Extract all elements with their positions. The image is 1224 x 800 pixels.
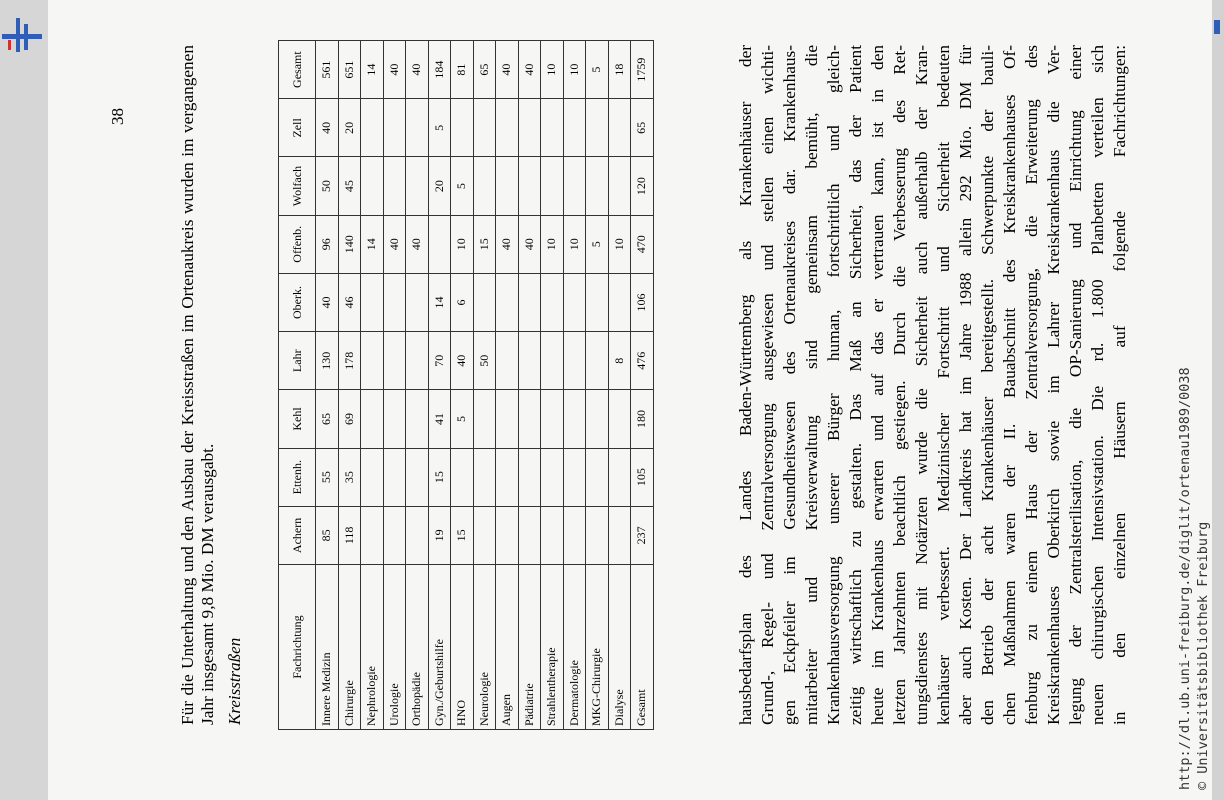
- table-cell: [518, 390, 541, 448]
- table-cell: [518, 332, 541, 390]
- intro-line: hausbedarfsplan des Landes Baden-Württemberg als Krankenhäuser der: [736, 45, 755, 725]
- intro-line: zeitig wirtschaftlich zu gestalten. Das Maß an Sicherheit, das der Patient: [846, 45, 865, 725]
- table-cell: [406, 448, 429, 506]
- table-cell: 40: [383, 41, 406, 99]
- table-cell: 10: [541, 41, 564, 99]
- table-row: [316, 41, 339, 730]
- table-cell: 5: [428, 99, 451, 157]
- viewer-left-strip: [0, 0, 48, 800]
- table-row: [563, 41, 586, 730]
- page-number: 38: [108, 108, 127, 125]
- table-cell: [586, 390, 609, 448]
- table-cell: 40: [518, 215, 541, 273]
- table-cell: 10: [608, 215, 631, 273]
- table-row-label: Chirurgie: [338, 565, 361, 730]
- table-cell: 10: [541, 215, 564, 273]
- table-cell: 40: [383, 215, 406, 273]
- intro-line: chen Maßnahmen waren der II. Bauabschnitt des Kreiskrankenhauses Of-: [1000, 45, 1019, 725]
- side-url-text: http://dl.ub.uni-freiburg.de/diglit/ortenau1989/0038: [1177, 367, 1193, 790]
- table-cell: 237: [631, 506, 654, 564]
- table-cell: [608, 157, 631, 215]
- table-cell: [496, 506, 519, 564]
- table-cell: [541, 506, 564, 564]
- table-cell: [541, 273, 564, 331]
- table-cell: [383, 390, 406, 448]
- table-header-cell: Wolfach: [279, 157, 316, 215]
- intro-line: Krankenhausversorgung unserer Bürger human, fortschrittlich und gleich-: [824, 45, 843, 725]
- intro-line: letzten Jahrzehnten beachtlich gestiegen. Durch die Verbesserung des Ret-: [890, 45, 909, 725]
- table-cell: 40: [406, 41, 429, 99]
- table-header-cell: Ettenh.: [279, 448, 316, 506]
- table-cell: [383, 448, 406, 506]
- table-cell: [383, 332, 406, 390]
- table-row-label: Dermatologie: [563, 565, 586, 730]
- table-header-cell: Zell: [279, 99, 316, 157]
- table-header-cell: Fachrichtung: [279, 565, 316, 730]
- table-cell: 40: [518, 41, 541, 99]
- table-cell: 651: [338, 41, 361, 99]
- table-cell: [541, 157, 564, 215]
- table-row-label: Gesamt: [631, 565, 654, 730]
- table-cell: [451, 99, 474, 157]
- table-cell: [406, 99, 429, 157]
- table-header-cell: Oberk.: [279, 273, 316, 331]
- section-heading: Kreisstraßen: [225, 637, 244, 725]
- intro-line: Grund-, Regel- und Zentralversorgung ausgewiesen und stellen einen wichti-: [758, 45, 777, 725]
- table-cell: [473, 273, 496, 331]
- table-cell: 18: [608, 41, 631, 99]
- table-row: [428, 41, 451, 730]
- table-cell: [361, 157, 384, 215]
- table-row: [406, 41, 429, 730]
- table-cell: 15: [451, 506, 474, 564]
- table-row-label: Strahlentherapie: [541, 565, 564, 730]
- table-cell: 46: [338, 273, 361, 331]
- table-row-label: Pädiatrie: [518, 565, 541, 730]
- scanned-page: [48, 0, 1212, 800]
- table-row-label: Orthopädie: [406, 565, 429, 730]
- table-cell: [496, 157, 519, 215]
- table-cell: [406, 506, 429, 564]
- intro-line: heute im Krankenhaus erwarten und auf das er vertrauen kann, ist in den: [868, 45, 887, 725]
- table-row-label: Innere Medizin: [316, 565, 339, 730]
- table-cell: [563, 157, 586, 215]
- table-cell: 10: [563, 215, 586, 273]
- table-header-row: [279, 41, 316, 730]
- table-cell: [563, 99, 586, 157]
- table-cell: 178: [338, 332, 361, 390]
- intro-line: legung der Zentralsterilisation, die OP-Sanierung und Einrichtung einer: [1066, 45, 1085, 725]
- table-cell: [406, 332, 429, 390]
- table-cell: 106: [631, 273, 654, 331]
- table-header-cell: Offenb.: [279, 215, 316, 273]
- table-cell: [518, 506, 541, 564]
- table-cell: [383, 506, 406, 564]
- table-cell: 5: [586, 215, 609, 273]
- table-cell: 118: [338, 506, 361, 564]
- table-cell: 105: [631, 448, 654, 506]
- table-cell: [518, 273, 541, 331]
- table-row-label: Neurologie: [473, 565, 496, 730]
- table-cell: 50: [473, 332, 496, 390]
- table-cell: [361, 390, 384, 448]
- table-cell: [406, 273, 429, 331]
- table-cell: [361, 99, 384, 157]
- table-header-cell: Lahr: [279, 332, 316, 390]
- table-cell: [473, 99, 496, 157]
- table-cell: [586, 99, 609, 157]
- table-cell: [586, 273, 609, 331]
- table-cell: [473, 390, 496, 448]
- intro-line: Kreiskrankenhauses Oberkirch sowie im Lahrer Kreiskrankenhaus die Ver-: [1044, 45, 1063, 725]
- table-cell: [541, 448, 564, 506]
- table-cell: [518, 99, 541, 157]
- table-cell: 120: [631, 157, 654, 215]
- table-cell: [383, 273, 406, 331]
- table-cell: [518, 448, 541, 506]
- intro-line: den Betrieb der acht Krankenhäuser bereitgestellt. Schwerpunkte der bauli-: [978, 45, 997, 725]
- table-cell: [563, 332, 586, 390]
- table-cell: 41: [428, 390, 451, 448]
- table-cell: [541, 332, 564, 390]
- table-cell: 14: [361, 41, 384, 99]
- table-cell: 5: [586, 41, 609, 99]
- table-row: [541, 41, 564, 730]
- table-row: [608, 41, 631, 730]
- table-cell: 69: [338, 390, 361, 448]
- table-row-label: Urologie: [383, 565, 406, 730]
- table-cell: [586, 448, 609, 506]
- table-row: [496, 41, 519, 730]
- table-cell: [563, 273, 586, 331]
- table-cell: [406, 157, 429, 215]
- intro-line: kenhäuser verbessert. Medizinischer Fortschritt und Sicherheit bedeuten: [934, 45, 953, 725]
- table-row: [383, 41, 406, 730]
- table-cell: [518, 157, 541, 215]
- table-cell: [563, 390, 586, 448]
- table-cell: [563, 448, 586, 506]
- table-cell: 5: [451, 390, 474, 448]
- table-cell: [361, 273, 384, 331]
- table-row-label: Gyn./Geburtshilfe: [428, 565, 451, 730]
- table-cell: [496, 332, 519, 390]
- table-cell: [586, 506, 609, 564]
- table-cell: [496, 390, 519, 448]
- table-cell: 1759: [631, 41, 654, 99]
- table-cell: 20: [428, 157, 451, 215]
- table-cell: 85: [316, 506, 339, 564]
- table-cell: [496, 448, 519, 506]
- table-cell: [586, 332, 609, 390]
- table-cell: 140: [338, 215, 361, 273]
- table-cell: 19: [428, 506, 451, 564]
- table-cell: 40: [451, 332, 474, 390]
- table-cell: 10: [451, 215, 474, 273]
- table-cell: 130: [316, 332, 339, 390]
- table-cell: 50: [316, 157, 339, 215]
- table-cell: [496, 99, 519, 157]
- table-cell: [361, 448, 384, 506]
- table-cell: [608, 99, 631, 157]
- table-cell: [428, 215, 451, 273]
- table-cell: 81: [451, 41, 474, 99]
- table-cell: 5: [451, 157, 474, 215]
- table-cell: [473, 506, 496, 564]
- table-cell: [496, 273, 519, 331]
- table-header-cell: Kehl: [279, 390, 316, 448]
- table-cell: 180: [631, 390, 654, 448]
- table-row: [631, 41, 654, 730]
- library-logo-icon: [2, 14, 42, 54]
- table-cell: 40: [496, 215, 519, 273]
- intro-line: neuen chirurgischen Intensivstation. Die rd. 1.800 Planbetten verteilen sich: [1088, 45, 1107, 725]
- table-cell: 476: [631, 332, 654, 390]
- table-cell: 10: [563, 41, 586, 99]
- section-paragraph: Für die Unterhaltung und den Ausbau der Kreisstraßen im Ortenaukreis wurden im vergangenen Jahr insgesamt 9,8 Mio. DM verausgabt.: [178, 45, 217, 725]
- table-cell: [361, 506, 384, 564]
- intro-line: tungsdienstes mit Notärzten wurde die Sicherheit auch außerhalb der Kran-: [912, 45, 931, 725]
- table-cell: 8: [608, 332, 631, 390]
- table-cell: 184: [428, 41, 451, 99]
- table-row: [586, 41, 609, 730]
- table-row-label: Augen: [496, 565, 519, 730]
- beds-table: [278, 40, 654, 730]
- table-cell: 15: [428, 448, 451, 506]
- table-header-cell: Achern: [279, 506, 316, 564]
- table-cell: 561: [316, 41, 339, 99]
- intro-line: aber auch Kosten. Der Landkreis hat im Jahre 1988 allein 292 Mio. DM für: [956, 45, 975, 725]
- table-cell: 20: [338, 99, 361, 157]
- table-cell: [608, 390, 631, 448]
- intro-line: gen Eckpfeiler im Gesundheitswesen des Ortenaukreises dar. Krankenhaus-: [780, 45, 799, 725]
- table-row: [451, 41, 474, 730]
- table-cell: [586, 157, 609, 215]
- table-row-label: Nephrologie: [361, 565, 384, 730]
- table-cell: 14: [361, 215, 384, 273]
- table-cell: 40: [316, 273, 339, 331]
- table-cell: [361, 332, 384, 390]
- table-cell: 65: [473, 41, 496, 99]
- side-citation: [1176, 0, 1216, 790]
- table-cell: 40: [316, 99, 339, 157]
- intro-paragraph: [736, 45, 1129, 725]
- table-cell: 14: [428, 273, 451, 331]
- table-row: [473, 41, 496, 730]
- intro-line: in den einzelnen Häusern auf folgende Fachrichtungen:: [1110, 45, 1129, 725]
- table-header-cell: Gesamt: [279, 41, 316, 99]
- table-row: [361, 41, 384, 730]
- table-cell: 55: [316, 448, 339, 506]
- table-cell: [383, 157, 406, 215]
- table-cell: [541, 390, 564, 448]
- table-cell: 40: [496, 41, 519, 99]
- table-cell: [451, 448, 474, 506]
- table-row-label: HNO: [451, 565, 474, 730]
- table-cell: [473, 448, 496, 506]
- table-cell: [608, 506, 631, 564]
- table-cell: 65: [631, 99, 654, 157]
- table-cell: 15: [473, 215, 496, 273]
- table-cell: [608, 448, 631, 506]
- table-row-label: Dialyse: [608, 565, 631, 730]
- intro-line: fenburg zu einem Haus der Zentralversorgung, die Erweiterung des: [1022, 45, 1041, 725]
- table-cell: 40: [406, 215, 429, 273]
- table-row: [338, 41, 361, 730]
- table-cell: 70: [428, 332, 451, 390]
- table-cell: 470: [631, 215, 654, 273]
- table-cell: 65: [316, 390, 339, 448]
- table-cell: [541, 99, 564, 157]
- table-cell: 6: [451, 273, 474, 331]
- side-copyright-text: © Universitätsbibliothek Freiburg: [1195, 521, 1211, 790]
- table-cell: [406, 390, 429, 448]
- intro-line: mitarbeiter und Kreisverwaltung sind gemeinsam bemüht, die: [802, 45, 821, 725]
- table-cell: [608, 273, 631, 331]
- table-cell: 96: [316, 215, 339, 273]
- table-cell: 45: [338, 157, 361, 215]
- table-row: [518, 41, 541, 730]
- table-cell: [383, 99, 406, 157]
- table-cell: [473, 157, 496, 215]
- table-cell: 35: [338, 448, 361, 506]
- rotated-page-content: [48, 0, 1212, 800]
- table-row-label: MKG-Chirurgie: [586, 565, 609, 730]
- table-cell: [563, 506, 586, 564]
